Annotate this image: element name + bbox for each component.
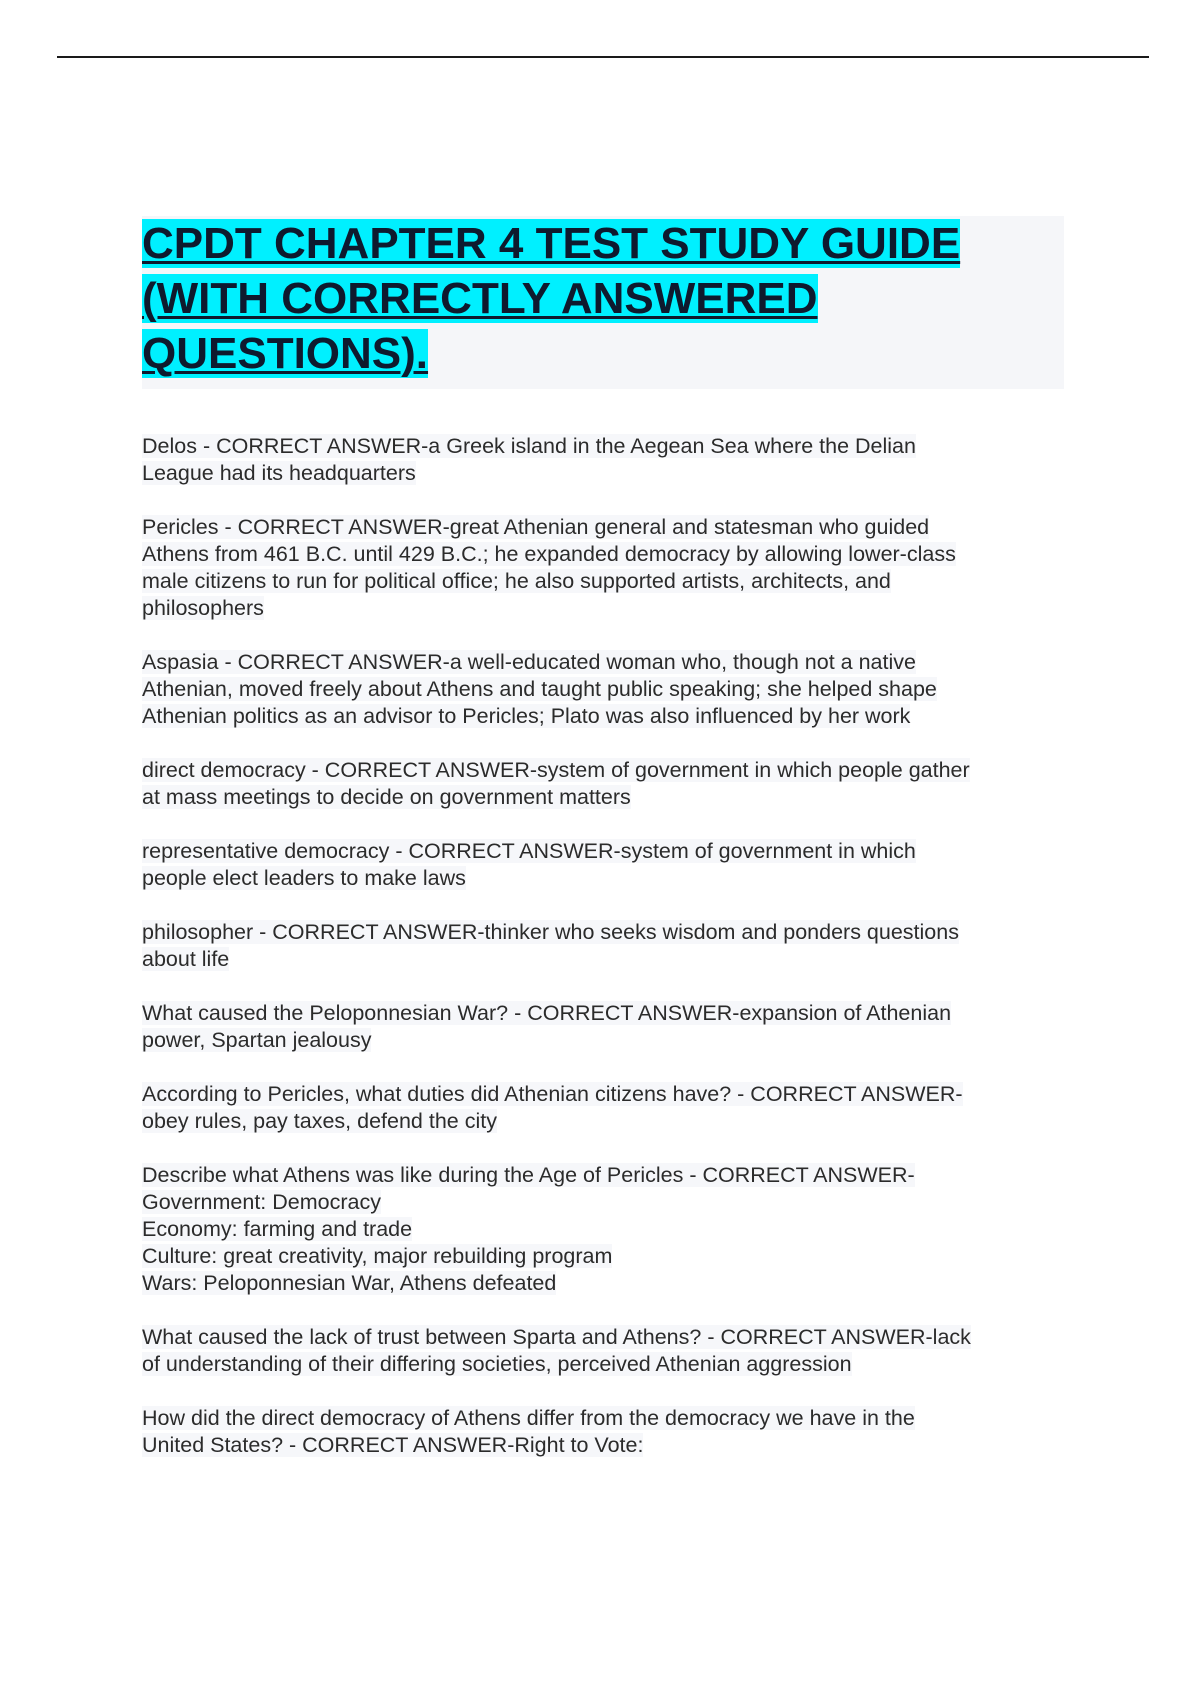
entry-line: Aspasia - CORRECT ANSWER-a well-educated woman who, though not a native bbox=[142, 650, 916, 674]
qa-entry-citizen-duties bbox=[142, 1081, 1072, 1135]
entry-line: Culture: great creativity, major rebuilding program bbox=[142, 1244, 613, 1268]
entry-line: representative democracy - CORRECT ANSWER-system of government in which bbox=[142, 839, 916, 863]
qa-entry-sparta-athens-trust bbox=[142, 1324, 1072, 1378]
entry-line: How did the direct democracy of Athens differ from the democracy we have in the bbox=[142, 1406, 915, 1430]
document-title bbox=[142, 216, 1064, 381]
entry-line: people elect leaders to make laws bbox=[142, 866, 466, 890]
qa-entry-peloponnesian-war-cause bbox=[142, 1000, 1072, 1054]
entry-line: philosophers bbox=[142, 596, 264, 620]
entry-line: male citizens to run for political office; he also supported artists, architects, and bbox=[142, 569, 891, 593]
entry-line: Athenian, moved freely about Athens and taught public speaking; she helped shape bbox=[142, 677, 937, 701]
entry-line: What caused the lack of trust between Sparta and Athens? - CORRECT ANSWER-lack bbox=[142, 1325, 971, 1349]
qa-entry-philosopher bbox=[142, 919, 1072, 973]
entry-line: What caused the Peloponnesian War? - CORRECT ANSWER-expansion of Athenian bbox=[142, 1001, 952, 1025]
entry-line: power, Spartan jealousy bbox=[142, 1028, 372, 1052]
entry-line: at mass meetings to decide on government matters bbox=[142, 785, 631, 809]
qa-entry-pericles bbox=[142, 514, 1072, 622]
title-block bbox=[142, 216, 1064, 389]
entry-line: Wars: Peloponnesian War, Athens defeated bbox=[142, 1271, 557, 1295]
entry-line: Delos - CORRECT ANSWER-a Greek island in the Aegean Sea where the Delian bbox=[142, 434, 916, 458]
qa-entry-list bbox=[142, 433, 1072, 1486]
entry-line: of understanding of their differing societies, perceived Athenian aggression bbox=[142, 1352, 852, 1376]
qa-entry-direct-democracy bbox=[142, 757, 1072, 811]
entry-line: United States? - CORRECT ANSWER-Right to Vote: bbox=[142, 1433, 644, 1457]
title-line: CPDT CHAPTER 4 TEST STUDY GUIDE bbox=[142, 219, 961, 268]
entry-line: Pericles - CORRECT ANSWER-great Athenian general and statesman who guided bbox=[142, 515, 930, 539]
qa-entry-delos bbox=[142, 433, 1072, 487]
qa-entry-age-of-pericles bbox=[142, 1162, 1072, 1297]
entry-line: According to Pericles, what duties did Athenian citizens have? - CORRECT ANSWER- bbox=[142, 1082, 963, 1106]
qa-entry-democracy-comparison bbox=[142, 1405, 1072, 1459]
top-horizontal-rule bbox=[57, 56, 1149, 58]
entry-line: Economy: farming and trade bbox=[142, 1217, 413, 1241]
entry-line: Describe what Athens was like during the Age of Pericles - CORRECT ANSWER- bbox=[142, 1163, 915, 1187]
entry-line: obey rules, pay taxes, defend the city bbox=[142, 1109, 497, 1133]
entry-line: Athens from 461 B.C. until 429 B.C.; he expanded democracy by allowing lower-class bbox=[142, 542, 956, 566]
entry-line: philosopher - CORRECT ANSWER-thinker who seeks wisdom and ponders questions bbox=[142, 920, 959, 944]
entry-line: Athenian politics as an advisor to Pericles; Plato was also influenced by her work bbox=[142, 704, 911, 728]
entry-line: League had its headquarters bbox=[142, 461, 416, 485]
entry-line: Government: Democracy bbox=[142, 1190, 381, 1214]
qa-entry-representative-democracy bbox=[142, 838, 1072, 892]
entry-line: direct democracy - CORRECT ANSWER-system of government in which people gather bbox=[142, 758, 970, 782]
qa-entry-aspasia bbox=[142, 649, 1072, 730]
entry-line: about life bbox=[142, 947, 230, 971]
title-line: (WITH CORRECTLY ANSWERED bbox=[142, 274, 818, 323]
title-line: QUESTIONS). bbox=[142, 329, 429, 378]
